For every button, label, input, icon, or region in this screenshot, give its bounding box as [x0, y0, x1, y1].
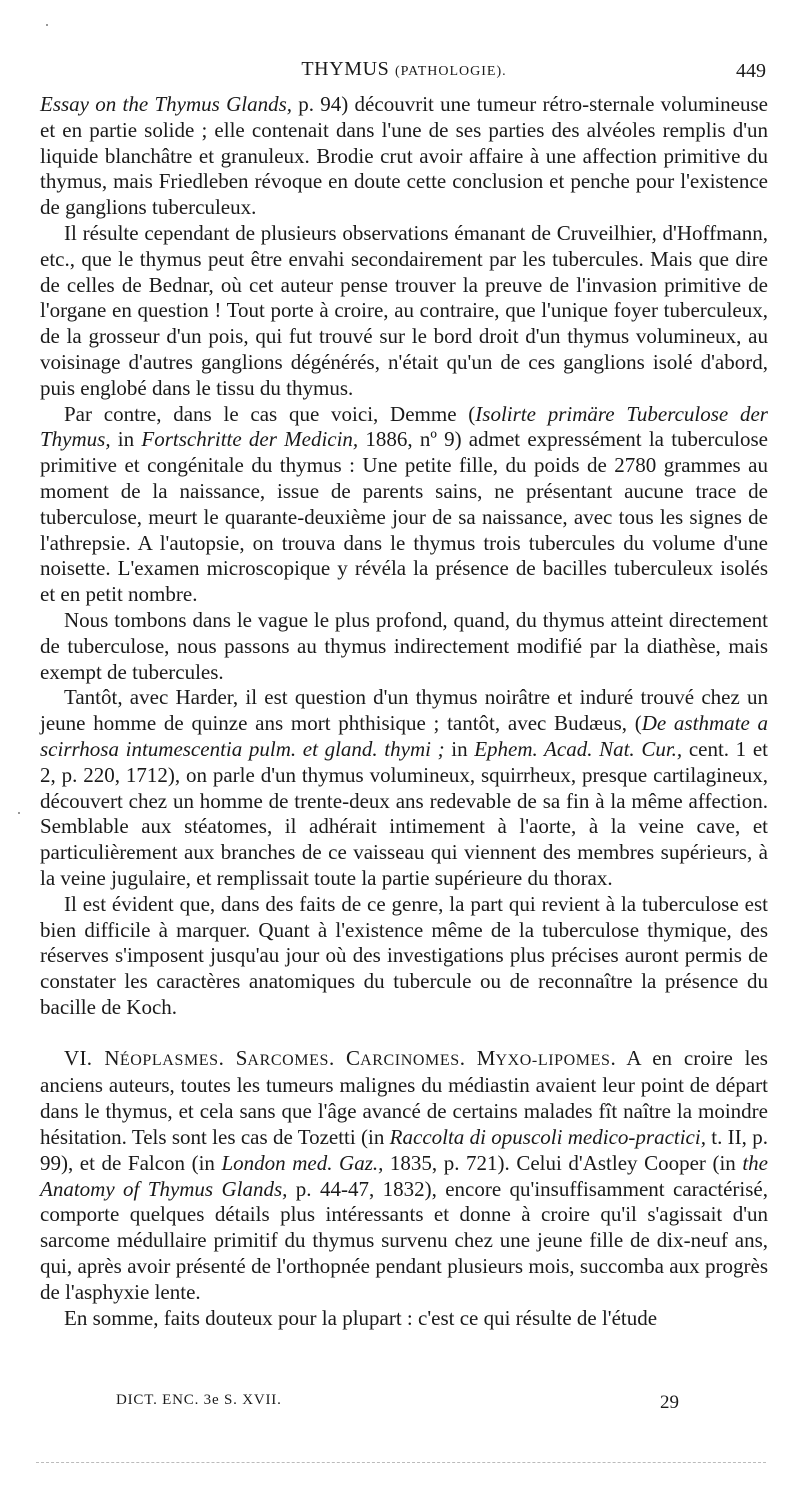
- printer-signature: DICT. ENC. 3e S. XVII.: [116, 1392, 282, 1408]
- paragraph: [40, 1306, 768, 1332]
- text-run: Par contre, dans le cas que voici, Demme (: [64, 401, 476, 426]
- text-run: cent. 1 et 2, p. 220, 1712), on parle d'un thymus volumineux, squirrheux, presque cartilagineux, découvert chez un homme de trente-deux ans redevable de sa fin à la même affection. Semblable aux stéatomes, il adhérait intimement à l'aorte, à la veine cave, et particulièrement aux branches de ce vaisseau qui viennent des membres supérieurs, à la veine jugulaire, et remplissait toute la partie supérieure du thorax.: [40, 736, 768, 890]
- text-run: in: [110, 427, 142, 452]
- italic-citation: the Anatomy of Thymus Glands,: [40, 1150, 768, 1201]
- paragraph: [40, 221, 768, 402]
- body-text: [40, 92, 768, 1331]
- section-number: VI. N: [64, 1045, 120, 1070]
- text-run: Il est évident que, dans des faits de ce genre, la part qui revient à la tuberculose est bien difficile à marquer. Quant à l'existence même de la tuberculose thymique, des réserves s'imposent jusqu'au jour où des investigations plus précises auront permis de constater les caractères anatomiques du tubercule ou de reconnaître la présence du bacille de Koch.: [40, 891, 768, 1019]
- text-run: . C: [328, 1045, 361, 1070]
- italic-citation: Fortschritte der Medicin,: [141, 427, 359, 452]
- paragraph: [40, 685, 768, 891]
- margin-speck: [18, 812, 20, 814]
- paragraph: [40, 892, 768, 1021]
- text-run: 1886, nº 9) admet expressément la tuberculose primitive et congénitale du thymus : Une petite fille, du poids de 2780 grammes au moment de la naissance, issue de parents sains, ne présentant aucune trace de tuberculose, meurt le quarante-deuxième jour de sa naissance, avec tous les signes de l'athrepsie. A l'autopsie, on trouva dans le thymus trois tubercules du volume d'une noisette. L'examen microscopique y révéla la présence de bacilles tuberculeux isolés et en petit nombre.: [40, 427, 769, 607]
- running-title-main: THYMUS: [301, 58, 390, 80]
- italic-citation: Essay on the Thymus Glands,: [40, 92, 292, 116]
- page-number: 449: [736, 60, 766, 82]
- text-run: 1835, p. 721). Celui d'Astley Cooper (in: [383, 1150, 743, 1175]
- italic-citation: De asthmate a scirrhosa intumescentia pulm. et gland. thymi ;: [40, 711, 768, 761]
- margin-speck: [46, 24, 48, 26]
- text-run: in: [444, 736, 475, 761]
- text-run: Nous tombons dans le vague le plus profond, quand, du thymus atteint directement de tuberculose, nous passons au thymus indirectement modifié par la diathèse, mais exempt de tubercules.: [40, 607, 768, 684]
- text-run: . M: [459, 1045, 496, 1070]
- running-title-sub: (PATHOLOGIE).: [395, 64, 507, 79]
- text-run: . S: [218, 1045, 248, 1070]
- italic-citation: London med. Gaz.,: [221, 1150, 384, 1175]
- running-title: [40, 58, 768, 81]
- text-run: En somme, faits douteux pour la plupart : c'est ce qui résulte de l'étude: [64, 1305, 658, 1330]
- small-caps-heading: ARCOMES: [247, 1051, 329, 1069]
- paragraph: [40, 92, 768, 221]
- small-caps-heading: YXO-LIPOMES: [495, 1051, 611, 1069]
- text-run: t. II, p. 99), et de Falcon (in: [40, 1125, 768, 1175]
- italic-citation: Isolirte primäre Tuberculose der Thymus,: [40, 401, 768, 452]
- text-run: Tantôt, avec Harder, il est question d'un thymus noirâtre et induré trouvé chez un jeune homme de quinze ans mort phthisique ; tantôt, avec Budæus, (: [40, 685, 768, 736]
- paragraph: [40, 402, 768, 608]
- paragraph: [40, 1046, 768, 1306]
- text-run: Il résulte cependant de plusieurs observations émanant de Cruveilhier, d'Hoffmann, etc., que le thymus peut être envahi secondairement par les tubercules. Mais que dire de celles de Bednar, où cet auteur pense trouver la preuve de l'invasion primitive de l'organe en question ! Tout porte à croire, au contraire, que l'unique foyer tuberculeux, de la grosseur d'un pois, qui fut trouvé sur le bord droit d'un thymus volumineux, au voisinage d'autres ganglions dégénérés, n'était qu'un de ces ganglions isolé d'abord, puis englobé dans le tissu du thymus.: [40, 220, 768, 400]
- small-caps-heading: ARCINOMES: [360, 1051, 460, 1069]
- text-run: p. 94) découvrit une tumeur rétro-sternale volumineuse et en partie solide ; elle contenait dans l'une de ses parties des alvéoles remplis d'un liquide blanchâtre et granuleux. Brodie crut avoir affaire à une affection primitive du thymus, mais Friedleben révoque en doute cette conclusion et penche pour l'existence de ganglions tuberculeux.: [40, 92, 768, 220]
- small-caps-heading: ÉOPLASMES: [119, 1051, 219, 1069]
- bottom-dashed-rule: [36, 1462, 766, 1463]
- text-run: p. 44-47, 1832), encore qu'insuffisamment caractérisé, comporte quelques détails plus intéressants et donne à croire qu'il s'agissait d'un sarcome médullaire primitif du thymus survenu chez une jeune fille de dix-neuf ans, qui, après avoir présenté de l'orthopnée pendant plusieurs mois, succomba aux progrès de l'asphyxie lente.: [40, 1176, 768, 1304]
- paragraph: [40, 608, 768, 685]
- italic-citation: Raccolta di opuscoli medico-practici,: [389, 1125, 706, 1150]
- italic-citation: Ephem. Acad. Nat. Cur.,: [474, 736, 683, 761]
- signature-number: 29: [660, 1392, 679, 1413]
- running-header: [40, 58, 768, 90]
- page-footer: [40, 1392, 768, 1422]
- text-run: . A en croire les anciens auteurs, toutes les tumeurs malignes du médiastin avaient leur point de départ dans le thymus, et cela sans que l'âge avancé de certains malades fît naître la moindre hésitation. Tels sont les cas de Tozetti (in: [40, 1045, 768, 1150]
